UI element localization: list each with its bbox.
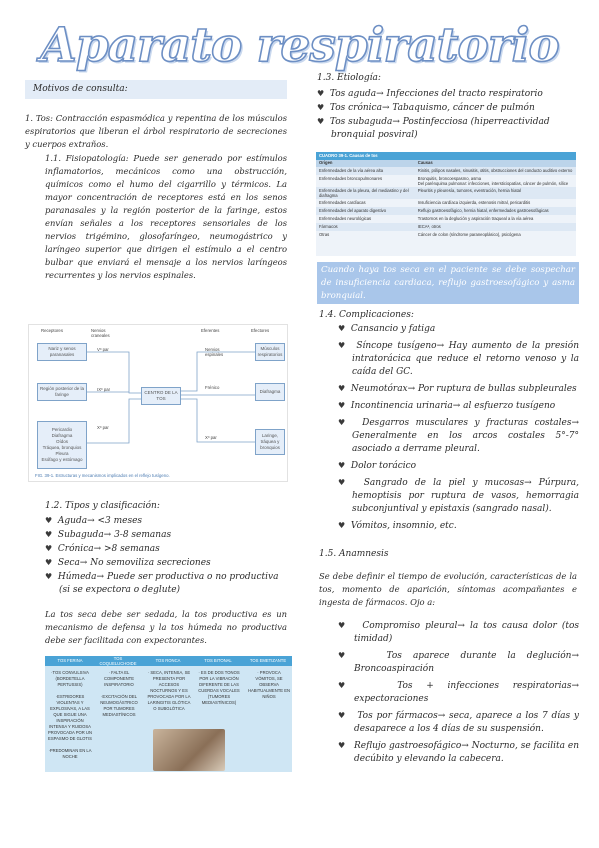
cause-origin: Enfermedades del aparato digestivo (316, 207, 415, 215)
tipo-item: ♥ Húmeda→ Puede ser productiva o no productiva (si se expectora o deglute) (45, 572, 279, 595)
anamnesis-text: Se debe definir el tiempo de evolución, características de la tos, momento de aparición, síntomas acompañantes e ingesta de fármacos. Ojo a: (319, 571, 577, 607)
causes-row (316, 223, 576, 231)
ojo-item: ♥ Tos + infecciones respiratorias→ expectoraciones (338, 681, 579, 704)
td-coqueluchoide: · FALTA EL COMPONENTE INSPIRATORIO ·EXCITACIÓN DEL NEUMOGÁSTRICO POR TUMORES MEDIASTÍNICOS (100, 670, 138, 717)
efferent-espinales: Nervios espinales (205, 347, 224, 357)
etio-item: ♥ Tos crónica→ Tabaquismo, cáncer de pulmón (317, 103, 535, 113)
causes-table-headers (316, 160, 576, 167)
tipo-item: ♥ Crónica→ >8 semanas (45, 544, 160, 554)
heart-icon: ♥ (338, 651, 354, 660)
td-ronca: · SECA, INTENSA, SE PRESENTA POR ACCESOS NOCTURNOS Y ES PROVOCADA POR LA LARINGITIS GLÓTICA O SUBGLÓTICA (147, 670, 191, 711)
centro-tos: CENTRO DE LA TOS (141, 387, 181, 405)
th-emetizante: TOS EMETIZANTE (249, 658, 287, 663)
heart-icon: ♥ (45, 516, 53, 525)
heart-icon: ♥ (45, 572, 53, 581)
cause-detail: IECAª, otros (415, 223, 576, 231)
afferent-v: Vº par (97, 347, 109, 352)
complicaciones-list (338, 322, 579, 533)
cause-origin: Enfermedades neurológicas (316, 215, 415, 223)
receptor-otros: Pericardio Diafragma Oídos Tráquea, bronquios Pleura Esófago y estómago (37, 421, 87, 469)
cause-detail: Cáncer de colon (síndrome paraneoplásico), psicógena (415, 231, 576, 239)
heart-icon: ♥ (338, 461, 346, 470)
etio-item: ♥ Tos aguda→ Infecciones del tracto respiratorio (317, 89, 543, 99)
causes-header-causas: Causas (417, 160, 433, 165)
cause-origin: Enfermedades de la pleura, del mediastino y del diafragma (316, 187, 415, 199)
compl-item: ♥ Incontinencia urinaria→ al esfuerzo tusígeno (338, 401, 556, 411)
col-efectores: Efectores (251, 328, 270, 333)
heart-icon: ♥ (338, 521, 346, 530)
th-ferina: TOS FERINA (57, 658, 83, 663)
cause-detail: Trastornos en la deglución y aspiración traqueal a la vía aérea (415, 215, 576, 223)
compl-item: ♥ Vómitos, insomnio, etc. (338, 521, 457, 531)
td-emetizante: · PROVOCA VÓMITOS, SE OBSERVA HABITUALMENTE EN NIÑOS (247, 670, 291, 699)
causes-row (316, 215, 576, 223)
td-bitonal: · ES DE DOS TONOS POR LA VIBRACIÓN DIFERENTE DE LAS CUERDAS VOCALES (TUMORES MEDIASTÍNICOS) (198, 670, 240, 705)
heart-icon: ♥ (338, 621, 348, 630)
compl-item: ♥ Sangrado de la piel y mucosas→ Púrpura, hemoptisis por ruptura de vasos, hemorragia subconjuntival y epistaxis (sangrado nasal). (338, 478, 579, 514)
tipos-heading: 1.2. Tipos y clasificación: (45, 501, 160, 511)
compl-item: ♥ Síncope tusígeno→ Hay aumento de la presión intratorácica que reduce el retorno venoso y la caída del GC. (338, 341, 579, 377)
causes-row (316, 187, 576, 199)
cause-detail: Insuficiencia cardíaca izquierda, estenosis mitral, pericarditis (415, 199, 576, 207)
heart-icon: ♥ (338, 401, 346, 410)
causes-row (316, 199, 576, 207)
heart-icon: ♥ (338, 681, 357, 690)
ojo-list (338, 619, 579, 766)
compl-item: ♥ Desgarros musculares y fracturas costales→ Generalmente en los arcos costales 5°-7° asociado a derrame pleural. (338, 418, 580, 454)
efferent-frenico: Frénico (205, 385, 220, 390)
tos-note: La tos seca debe ser sedada, la tos productiva es un mecanismo de defensa y la tos húmeda no productiva debe ser facilitada con expectorantes. (45, 609, 287, 645)
th-coqueluchoide: TOS COQUELUCHOIDE (99, 656, 137, 666)
heart-icon: ♥ (45, 544, 53, 553)
heart-icon: ♥ (338, 341, 347, 350)
col-nervios: Nervios craneales (91, 328, 110, 338)
tipo-item: ♥ Seca→ No semoviliza secreciones (45, 558, 211, 568)
ojo-item: ♥ Tos aparece durante la deglución→ Broncoaspiración (338, 651, 579, 674)
efector-diafragma: Diafragma (255, 383, 285, 401)
efector-musculos: Músculos respiratorios (255, 343, 285, 361)
heart-icon: ♥ (317, 117, 325, 126)
th-bitonal: TOS BITONAL (204, 658, 232, 663)
receptor-faringe: Región posterior de la faringe (37, 383, 87, 401)
cause-origin: Enfermedades broncopulmonares (316, 175, 415, 187)
afferent-x: Xº par (97, 425, 109, 430)
heart-icon: ♥ (317, 89, 325, 98)
cause-detail: Bronquitis, broncoespasmo, asma Del parénquima pulmonar: infecciones, intersticiopatías, cáncer de pulmón, sílice (415, 175, 576, 187)
cough-reflex-diagram (28, 324, 288, 482)
tipos-list (45, 514, 287, 597)
heart-icon: ♥ (338, 711, 347, 720)
cause-detail: Rinitis, pólipos nasales, sinusitis, otitis, obstrucciones del conducto auditivo externo (415, 167, 576, 175)
receptor-nariz: Nariz y senos paranasales (37, 343, 87, 361)
causes-row (316, 231, 576, 239)
blue-note-text: Cuando haya tos seca en el paciente se debe sospechar de insuficiencia cardiaca, reflujo gastroesofágico y asma bronquial. (321, 265, 575, 301)
blue-note-box (317, 262, 579, 304)
page-title: Aparato respiratorio (40, 18, 559, 73)
tipo-item: ♥ Aguda→ <3 meses (45, 516, 143, 526)
col-receptores: Receptores (41, 328, 63, 333)
afferent-ix: IXº par (97, 387, 111, 392)
heart-icon: ♥ (338, 741, 346, 750)
heart-icon: ♥ (338, 384, 346, 393)
tos-types-table (45, 656, 292, 772)
heart-icon: ♥ (338, 418, 349, 427)
coughing-person-image (153, 729, 225, 771)
ojo-item: ♥ Reflujo gastroesofágico→ Nocturno, se facilita en decúbito y elevando la cabecera. (338, 741, 579, 764)
motivos-heading: Motivos de consulta: (33, 84, 128, 94)
cause-detail: Pleuritis y pleuresía, tumores, eventración, hernia hiatal (415, 187, 576, 199)
fisiopatologia-text: 1.1. Fisiopatología: Puede ser generado por estímulos inflamatorios, mecánicos como una obstrucción, químicos como el humo del cigarrillo y térmicos. La mayor concentración de receptores está en los senos paranasales y la región posterior de la faringe, estos envían señales a los receptores sensoriales de los nervios trigémino, glosofaríngeo, neumogástrico y laríngeo superior que dirigen el estímulo a el centro bulbar que enviará el mensaje a los nervios laríngeos recurrentes y los nervios espinales. (45, 153, 287, 280)
efector-laringe: Laringe, tráquea y bronquios (255, 429, 285, 455)
etio-item: ♥ Tos subaguda→ Postinfecciosa (hiperreactividad bronquial posviral) (317, 117, 550, 140)
col-eferentes: Eferentes (201, 328, 220, 333)
compl-item: ♥ Dolor torácico (338, 461, 417, 471)
td-ferina: ·TOS CONVULSIVA (BORDETELLA PERTUSSIS) ·ESTRIDORES VIOLENTAS Y EXPLOSIVAS, A LAS QUE SIGUE UNA INSPIRACIÓN INTENSA Y RUIDOSA PROVOCADA POR UN ESPASMO DE GLOTIS ·PREDOMINAN EN LA NOCHE (48, 670, 92, 759)
causes-header-origen: Origen (319, 160, 333, 165)
cause-origin: Enfermedades de la vía aérea alta (316, 167, 415, 175)
complicaciones-heading: 1.4. Complicaciones: (319, 310, 414, 320)
anamnesis-heading: 1.5. Anamnesis (319, 549, 389, 559)
heart-icon: ♥ (317, 103, 325, 112)
heart-icon: ♥ (338, 324, 346, 333)
causes-row (316, 167, 576, 175)
etiologia-heading: 1.3. Etiología: (317, 73, 381, 83)
compl-item: ♥ Cansancio y fatiga (338, 324, 436, 334)
diagram-caption: FIG. 39-1. Estructuras y mecanismos implicados en el reflejo tusígeno. (35, 473, 170, 478)
efferent-x: Xº par (205, 435, 217, 440)
cause-origin: Enfermedades cardíacas (316, 199, 415, 207)
compl-item: ♥ Neumotórax→ Por ruptura de bullas subpleurales (338, 384, 577, 394)
th-ronca: TOS RONCA (155, 658, 181, 663)
causes-rows (316, 167, 576, 239)
etiologia-list (317, 87, 579, 142)
causes-table-title: CUADRO 39-1. Causas de tos (316, 152, 576, 160)
cause-origin: Fármacos (316, 223, 415, 231)
causes-row (316, 175, 576, 187)
tipo-item: ♥ Subaguda→ 3-8 semanas (45, 530, 172, 540)
motivos-box (25, 80, 287, 99)
item-tos: 1. Tos: Contracción espasmódica y repentina de los músculos espiratorios que liberan el árbol respiratorio de secreciones y cuerpos extraños. (25, 113, 287, 149)
cause-detail: Reflujo gastroesofágico, hernia hiatal, enfermedades gastroesofágicas (415, 207, 576, 215)
diagram-arrows (29, 325, 289, 483)
causes-row (316, 207, 576, 215)
heart-icon: ♥ (45, 558, 53, 567)
heart-icon: ♥ (45, 530, 53, 539)
causes-table (316, 152, 576, 256)
heart-icon: ♥ (338, 478, 350, 487)
ojo-item: ♥ Tos por fármacos→ seca, aparece a los 7 días y desaparece a los 4 días de su suspensión. (338, 711, 579, 734)
ojo-item: ♥ Compromiso pleural→ la tos causa dolor (tos timidad) (338, 621, 579, 644)
cause-origin: Otras (316, 231, 415, 239)
